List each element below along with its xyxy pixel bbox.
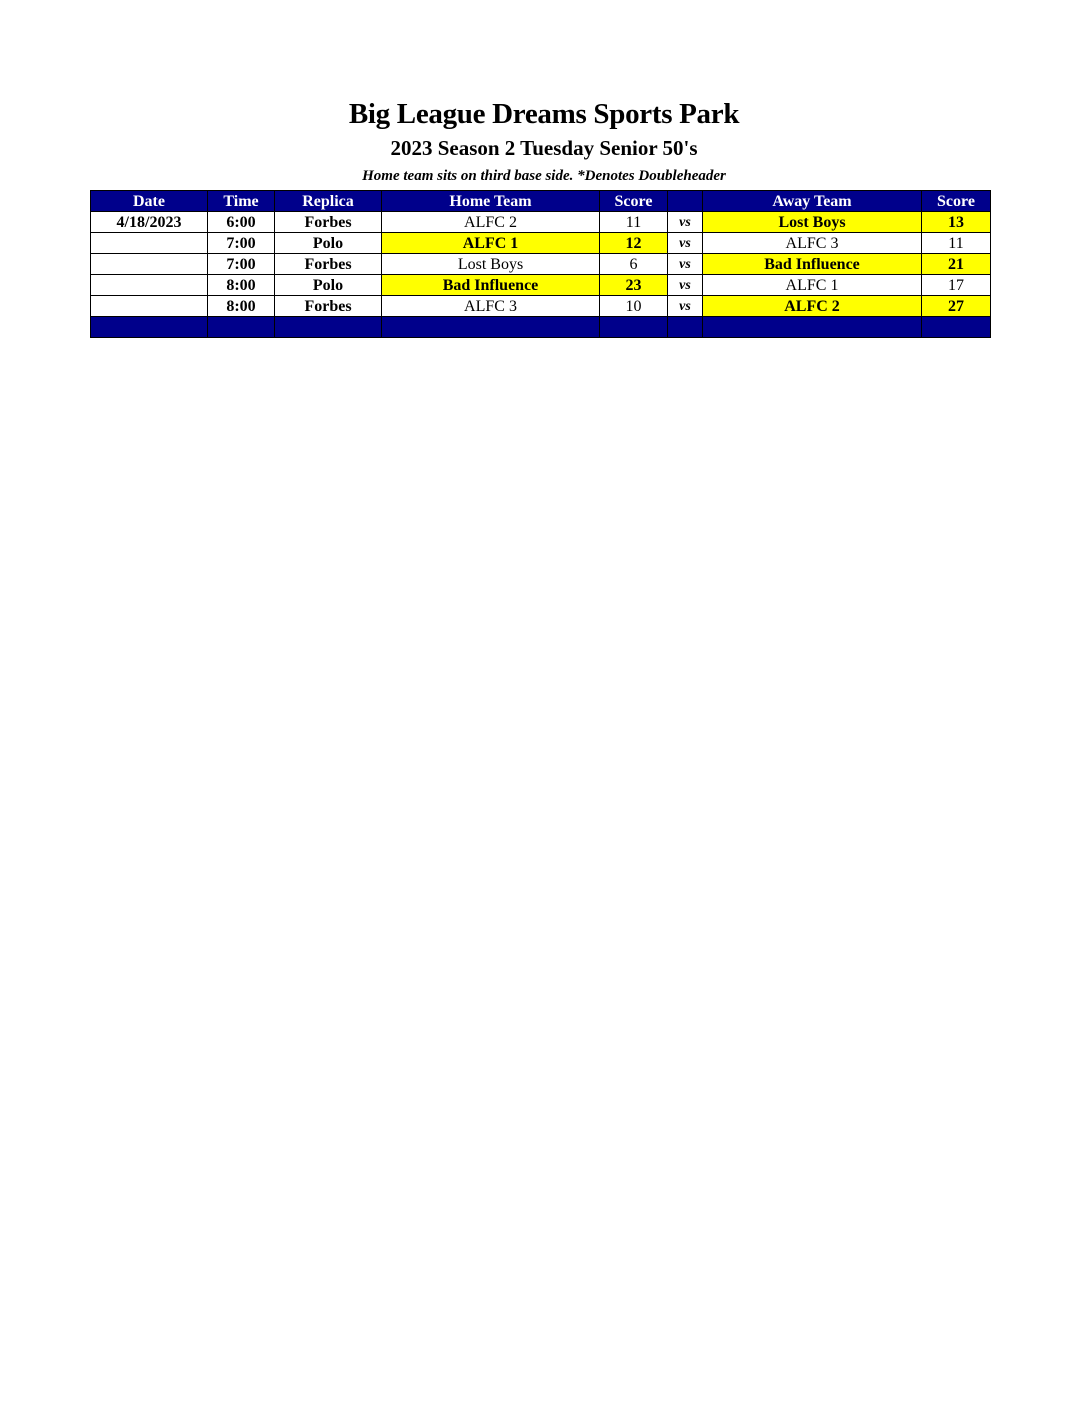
cell-away-team: Bad Influence xyxy=(703,254,922,275)
page-title: Big League Dreams Sports Park xyxy=(348,98,740,130)
cell-time: 8:00 xyxy=(208,275,275,296)
cell-away-team: Lost Boys xyxy=(703,212,922,233)
cell-time: 7:00 xyxy=(208,233,275,254)
footer-cell xyxy=(922,317,991,338)
cell-vs: vs xyxy=(668,296,703,317)
footer-cell xyxy=(382,317,600,338)
cell-vs: vs xyxy=(668,275,703,296)
cell-time: 7:00 xyxy=(208,254,275,275)
column-header-away-score: Score xyxy=(922,191,991,212)
column-header-time: Time xyxy=(208,191,275,212)
footer-cell xyxy=(703,317,922,338)
column-header-vs xyxy=(668,191,703,212)
cell-replica: Forbes xyxy=(275,296,382,317)
cell-replica: Polo xyxy=(275,233,382,254)
cell-home-score: 10 xyxy=(600,296,668,317)
schedule-table xyxy=(90,190,991,338)
schedule-body xyxy=(91,212,991,338)
cell-vs: vs xyxy=(668,212,703,233)
cell-home-team: Lost Boys xyxy=(382,254,600,275)
table-row xyxy=(91,233,991,254)
table-row xyxy=(91,212,991,233)
cell-home-score: 23 xyxy=(600,275,668,296)
cell-away-team: ALFC 3 xyxy=(703,233,922,254)
cell-date: 4/18/2023 xyxy=(91,212,208,233)
footer-cell xyxy=(91,317,208,338)
column-header-home-team: Home Team xyxy=(382,191,600,212)
cell-time: 8:00 xyxy=(208,296,275,317)
cell-home-team: ALFC 1 xyxy=(382,233,600,254)
cell-home-team: ALFC 3 xyxy=(382,296,600,317)
footer-cell xyxy=(208,317,275,338)
column-header-date: Date xyxy=(91,191,208,212)
footer-cell xyxy=(600,317,668,338)
cell-date xyxy=(91,233,208,254)
cell-vs: vs xyxy=(668,254,703,275)
cell-away-score: 13 xyxy=(922,212,991,233)
table-row xyxy=(91,275,991,296)
column-header-replica: Replica xyxy=(275,191,382,212)
footer-cell xyxy=(668,317,703,338)
table-row xyxy=(91,254,991,275)
footer-cell xyxy=(275,317,382,338)
cell-home-score: 11 xyxy=(600,212,668,233)
table-row xyxy=(91,296,991,317)
cell-vs: vs xyxy=(668,233,703,254)
column-header-away-team: Away Team xyxy=(703,191,922,212)
cell-home-score: 6 xyxy=(600,254,668,275)
cell-date xyxy=(91,254,208,275)
cell-replica: Polo xyxy=(275,275,382,296)
cell-away-score: 21 xyxy=(922,254,991,275)
cell-date xyxy=(91,296,208,317)
cell-away-team: ALFC 1 xyxy=(703,275,922,296)
cell-home-team: Bad Influence xyxy=(382,275,600,296)
cell-away-score: 11 xyxy=(922,233,991,254)
cell-time: 6:00 xyxy=(208,212,275,233)
cell-home-score: 12 xyxy=(600,233,668,254)
column-header-home-score: Score xyxy=(600,191,668,212)
cell-date xyxy=(91,275,208,296)
page-subtitle: 2023 Season 2 Tuesday Senior 50's xyxy=(390,136,698,160)
table-header-row xyxy=(91,191,991,212)
cell-away-score: 17 xyxy=(922,275,991,296)
cell-replica: Forbes xyxy=(275,254,382,275)
table-footer-row xyxy=(91,317,991,338)
schedule-note: Home team sits on third base side. *Denotes Doubleheader xyxy=(362,168,726,184)
cell-away-team: ALFC 2 xyxy=(703,296,922,317)
cell-away-score: 27 xyxy=(922,296,991,317)
cell-home-team: ALFC 2 xyxy=(382,212,600,233)
cell-replica: Forbes xyxy=(275,212,382,233)
